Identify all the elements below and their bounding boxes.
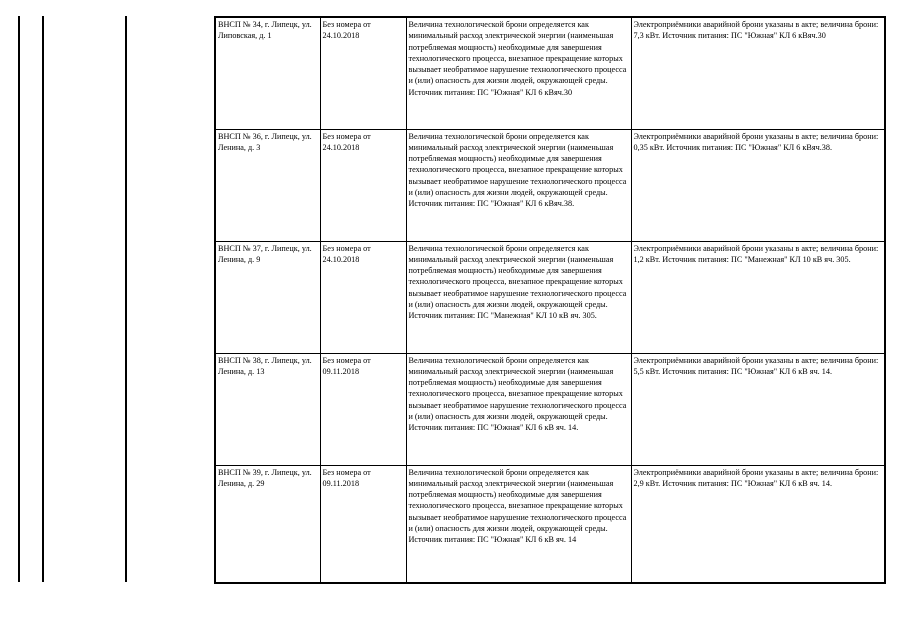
definition-cell: Величина технологической брони определяется как минимальный расход электрической энергии (наименьшая потребляемая мощность) необходимые для завершения технологического процесса, внезапное прекращение которых вызывает необратимое нарушение технологического процесса и (или) опасность для жизни людей, окружающей среды. Источник питания: ПС "Южная" КЛ 6 кВяч.38. bbox=[406, 129, 631, 241]
definition-cell: Величина технологической брони определяется как минимальный расход электрической энергии (наименьшая потребляемая мощность) необходимые для завершения технологического процесса, внезапное прекращение которых вызывает необратимое нарушение технологического процесса и (или) опасность для жизни людей, окружающей среды. Источник питания: ПС "Манежная" КЛ 10 кВ яч. 305. bbox=[406, 241, 631, 353]
table-row bbox=[215, 17, 885, 129]
left-margin-rule-3 bbox=[125, 16, 127, 582]
definition-cell: Величина технологической брони определяется как минимальный расход электрической энергии (наименьшая потребляемая мощность) необходимые для завершения технологического процесса, внезапное прекращение которых вызывает необратимое нарушение технологического процесса и (или) опасность для жизни людей, окружающей среды. Источник питания: ПС "Южная" КЛ 6 кВяч.30 bbox=[406, 17, 631, 129]
table-row bbox=[215, 129, 885, 241]
object-cell: ВНСП № 36, г. Липецк, ул. Ленина, д. 3 bbox=[215, 129, 320, 241]
object-cell: ВНСП № 39, г. Липецк, ул. Ленина, д. 29 bbox=[215, 465, 320, 583]
document-cell: Без номера от 24.10.2018 bbox=[320, 241, 406, 353]
note-cell: Электроприёмники аварийной брони указаны в акте; величина брони: 2,9 кВт. Источник питания: ПС "Южная" КЛ 6 кВ яч. 14. bbox=[631, 465, 885, 583]
left-margin-rule-1 bbox=[18, 16, 20, 582]
object-cell: ВНСП № 34, г. Липецк, ул. Липовская, д. 1 bbox=[215, 17, 320, 129]
object-cell: ВНСП № 37, г. Липецк, ул. Ленина, д. 9 bbox=[215, 241, 320, 353]
note-cell: Электроприёмники аварийной брони указаны в акте; величина брони: 5,5 кВт. Источник питания: ПС "Южная" КЛ 6 кВ яч. 14. bbox=[631, 353, 885, 465]
definition-cell: Величина технологической брони определяется как минимальный расход электрической энергии (наименьшая потребляемая мощность) необходимые для завершения технологического процесса, внезапное прекращение которых вызывает необратимое нарушение технологического процесса и (или) опасность для жизни людей, окружающей среды. Источник питания: ПС "Южная" КЛ 6 кВ яч. 14 bbox=[406, 465, 631, 583]
document-cell: Без номера от 09.11.2018 bbox=[320, 465, 406, 583]
definition-cell: Величина технологической брони определяется как минимальный расход электрической энергии (наименьшая потребляемая мощность) необходимые для завершения технологического процесса, внезапное прекращение которых вызывает необратимое нарушение технологического процесса и (или) опасность для жизни людей, окружающей среды. Источник питания: ПС "Южная" КЛ 6 кВ яч. 14. bbox=[406, 353, 631, 465]
left-margin-rule-2 bbox=[42, 16, 44, 582]
note-cell: Электроприёмники аварийной брони указаны в акте; величина брони: 1,2 кВт. Источник питания: ПС "Манежная" КЛ 10 кВ яч. 305. bbox=[631, 241, 885, 353]
table-row bbox=[215, 353, 885, 465]
document-cell: Без номера от 09.11.2018 bbox=[320, 353, 406, 465]
table-row bbox=[215, 241, 885, 353]
object-cell: ВНСП № 38, г. Липецк, ул. Ленина, д. 13 bbox=[215, 353, 320, 465]
note-cell: Электроприёмники аварийной брони указаны в акте; величина брони: 0,35 кВт. Источник питания: ПС "Южная" КЛ 6 кВяч.38. bbox=[631, 129, 885, 241]
table-row bbox=[215, 465, 885, 583]
document-cell: Без номера от 24.10.2018 bbox=[320, 129, 406, 241]
reserve-table bbox=[214, 16, 886, 584]
document-cell: Без номера от 24.10.2018 bbox=[320, 17, 406, 129]
note-cell: Электроприёмники аварийной брони указаны в акте; величина брони: 7,3 кВт. Источник питания: ПС "Южная" КЛ 6 кВяч.30 bbox=[631, 17, 885, 129]
